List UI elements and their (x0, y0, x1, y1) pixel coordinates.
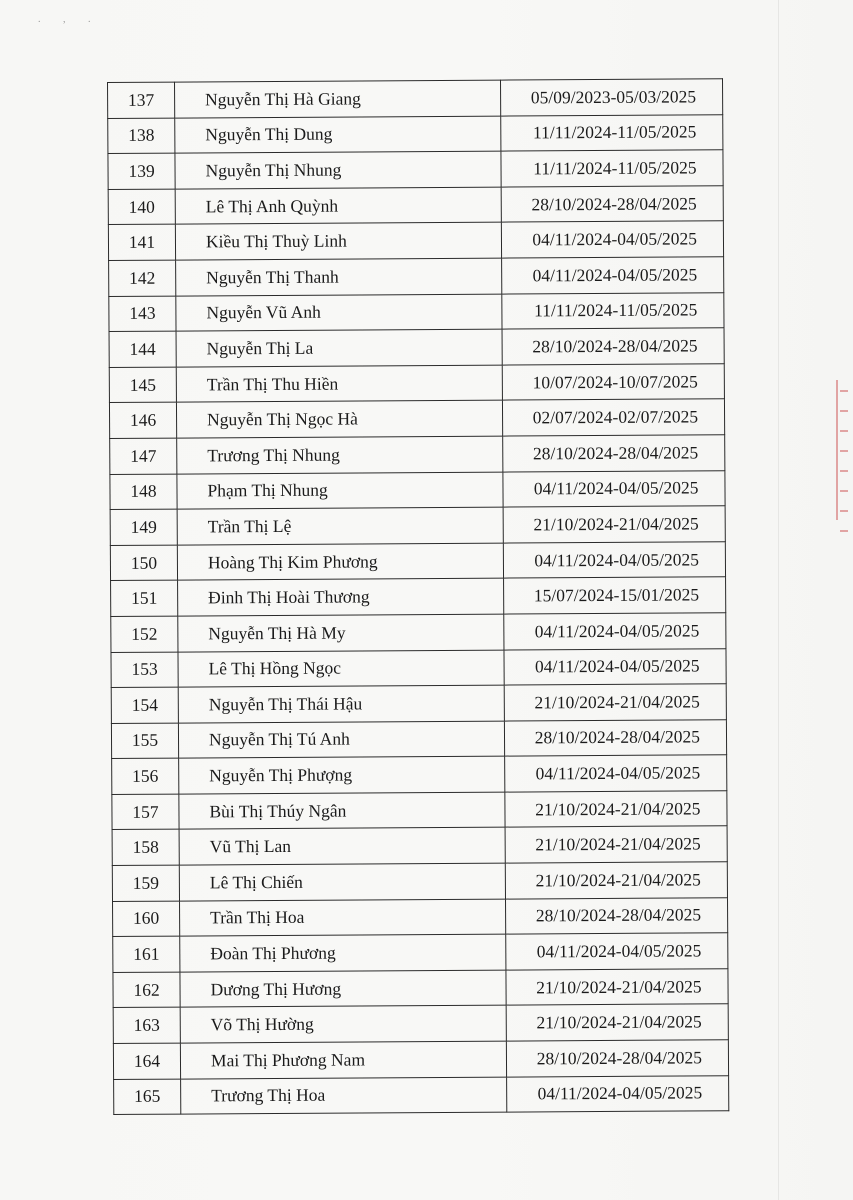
contract-period: 21/10/2024-21/04/2025 (505, 826, 727, 863)
table-row (111, 684, 726, 723)
person-name: Trương Thị Hoa (181, 1077, 507, 1115)
table-row (112, 826, 727, 865)
contract-period: 21/10/2024-21/04/2025 (505, 862, 727, 899)
row-number: 148 (110, 474, 177, 510)
contract-period: 28/10/2024-28/04/2025 (501, 186, 723, 223)
table-row (110, 435, 725, 474)
scan-fold-line (778, 0, 779, 1200)
person-name: Nguyễn Vũ Anh (176, 294, 502, 332)
table-row (113, 1004, 728, 1043)
person-name: Nguyễn Thị Phượng (179, 756, 505, 794)
table-row (109, 257, 724, 296)
table-row (110, 541, 725, 580)
table-row (112, 862, 727, 901)
contract-period: 04/11/2024-04/05/2025 (507, 1075, 729, 1112)
contract-period: 11/11/2024-11/05/2025 (501, 114, 723, 151)
contract-period: 11/11/2024-11/05/2025 (502, 292, 724, 329)
table-row (112, 791, 727, 830)
row-number: 144 (109, 331, 176, 367)
contract-period: 21/10/2024-21/04/2025 (503, 506, 725, 543)
table-row (114, 1075, 729, 1114)
contract-period: 04/11/2024-04/05/2025 (503, 541, 725, 578)
scan-marks: . , . (38, 14, 101, 25)
row-number: 163 (113, 1008, 180, 1044)
person-name: Nguyễn Thị Tú Anh (178, 721, 504, 759)
contract-period: 04/11/2024-04/05/2025 (504, 648, 726, 685)
contract-period: 21/10/2024-21/04/2025 (506, 1004, 728, 1041)
table-row (112, 755, 727, 794)
row-number: 154 (111, 687, 178, 723)
table-row (111, 577, 726, 616)
person-name: Dương Thị Hương (180, 970, 506, 1008)
margin-stamp-icon (836, 380, 852, 520)
contract-period: 28/10/2024-28/04/2025 (504, 719, 726, 756)
row-number: 140 (108, 189, 175, 225)
table-row (110, 470, 725, 509)
person-name: Nguyễn Thị Dung (175, 116, 501, 154)
person-name: Trần Thị Hoa (180, 899, 506, 937)
roster-table (107, 78, 729, 1115)
row-number: 160 (113, 901, 180, 937)
row-number: 156 (112, 758, 179, 794)
person-name: Trần Thị Lệ (177, 507, 503, 545)
person-name: Bùi Thị Thúy Ngân (179, 792, 505, 830)
person-name: Nguyễn Thị Hà My (178, 614, 504, 652)
person-name: Trương Thị Nhung (177, 436, 503, 474)
row-number: 139 (108, 153, 175, 189)
contract-period: 04/11/2024-04/05/2025 (504, 613, 726, 650)
person-name: Lê Thị Chiến (179, 863, 505, 901)
roster-table-body (108, 79, 729, 1115)
contract-period: 05/09/2023-05/03/2025 (500, 79, 722, 116)
table-row (113, 1040, 728, 1079)
person-name: Nguyễn Thị Nhung (175, 151, 501, 189)
row-number: 141 (108, 224, 175, 260)
table-row (113, 933, 728, 972)
table-row (113, 969, 728, 1008)
person-name: Nguyễn Thị Thanh (176, 258, 502, 296)
table-row (111, 719, 726, 758)
table-row (109, 328, 724, 367)
contract-period: 04/11/2024-04/05/2025 (503, 470, 725, 507)
table-row (108, 79, 723, 118)
table-row (108, 150, 723, 189)
row-number: 158 (112, 830, 179, 866)
contract-period: 21/10/2024-21/04/2025 (505, 791, 727, 828)
table-row (113, 897, 728, 936)
contract-period: 02/07/2024-02/07/2025 (502, 399, 724, 436)
person-name: Lê Thị Hồng Ngọc (178, 650, 504, 688)
contract-period: 04/11/2024-04/05/2025 (505, 755, 727, 792)
person-name: Lê Thị Anh Quỳnh (175, 187, 501, 225)
table-row (111, 613, 726, 652)
person-name: Phạm Thị Nhung (177, 472, 503, 510)
contract-period: 28/10/2024-28/04/2025 (506, 1040, 728, 1077)
row-number: 162 (113, 972, 180, 1008)
contract-period: 11/11/2024-11/05/2025 (501, 150, 723, 187)
row-number: 138 (108, 118, 175, 154)
row-number: 151 (111, 580, 178, 616)
contract-period: 10/07/2024-10/07/2025 (502, 363, 724, 400)
table-row (109, 363, 724, 402)
person-name: Nguyễn Thị La (176, 329, 502, 367)
row-number: 153 (111, 652, 178, 688)
table-row (111, 648, 726, 687)
person-name: Nguyễn Thị Hà Giang (175, 80, 501, 118)
row-number: 164 (113, 1043, 180, 1079)
person-name: Trần Thị Thu Hiền (176, 365, 502, 403)
row-number: 150 (110, 545, 177, 581)
contract-period: 04/11/2024-04/05/2025 (502, 257, 724, 294)
row-number: 149 (110, 509, 177, 545)
row-number: 161 (113, 936, 180, 972)
person-name: Đoàn Thị Phương (180, 934, 506, 972)
table-row (108, 221, 723, 260)
contract-period: 04/11/2024-04/05/2025 (501, 221, 723, 258)
person-name: Nguyễn Thị Thái Hậu (178, 685, 504, 723)
person-name: Đinh Thị Hoài Thương (178, 578, 504, 616)
table-row (108, 114, 723, 153)
row-number: 155 (111, 723, 178, 759)
row-number: 147 (110, 438, 177, 474)
person-name: Kiều Thị Thuỳ Linh (175, 222, 501, 260)
person-name: Mai Thị Phương Nam (180, 1041, 506, 1079)
contract-period: 15/07/2024-15/01/2025 (504, 577, 726, 614)
row-number: 159 (112, 865, 179, 901)
row-number: 146 (109, 402, 176, 438)
row-number: 142 (109, 260, 176, 296)
row-number: 152 (111, 616, 178, 652)
table-row (108, 186, 723, 225)
contract-period: 28/10/2024-28/04/2025 (502, 328, 724, 365)
row-number: 145 (109, 367, 176, 403)
table-row (110, 506, 725, 545)
row-number: 157 (112, 794, 179, 830)
row-number: 137 (108, 82, 175, 118)
table-row (109, 399, 724, 438)
contract-period: 21/10/2024-21/04/2025 (506, 969, 728, 1006)
row-number: 143 (109, 296, 176, 332)
person-name: Hoàng Thị Kim Phương (177, 543, 503, 581)
contract-period: 04/11/2024-04/05/2025 (506, 933, 728, 970)
person-name: Võ Thị Hường (180, 1006, 506, 1044)
person-name: Nguyễn Thị Ngọc Hà (176, 400, 502, 438)
contract-period: 21/10/2024-21/04/2025 (504, 684, 726, 721)
table-row (109, 292, 724, 331)
contract-period: 28/10/2024-28/04/2025 (503, 435, 725, 472)
row-number: 165 (114, 1079, 181, 1115)
person-name: Vũ Thị Lan (179, 828, 505, 866)
contract-period: 28/10/2024-28/04/2025 (505, 897, 727, 934)
